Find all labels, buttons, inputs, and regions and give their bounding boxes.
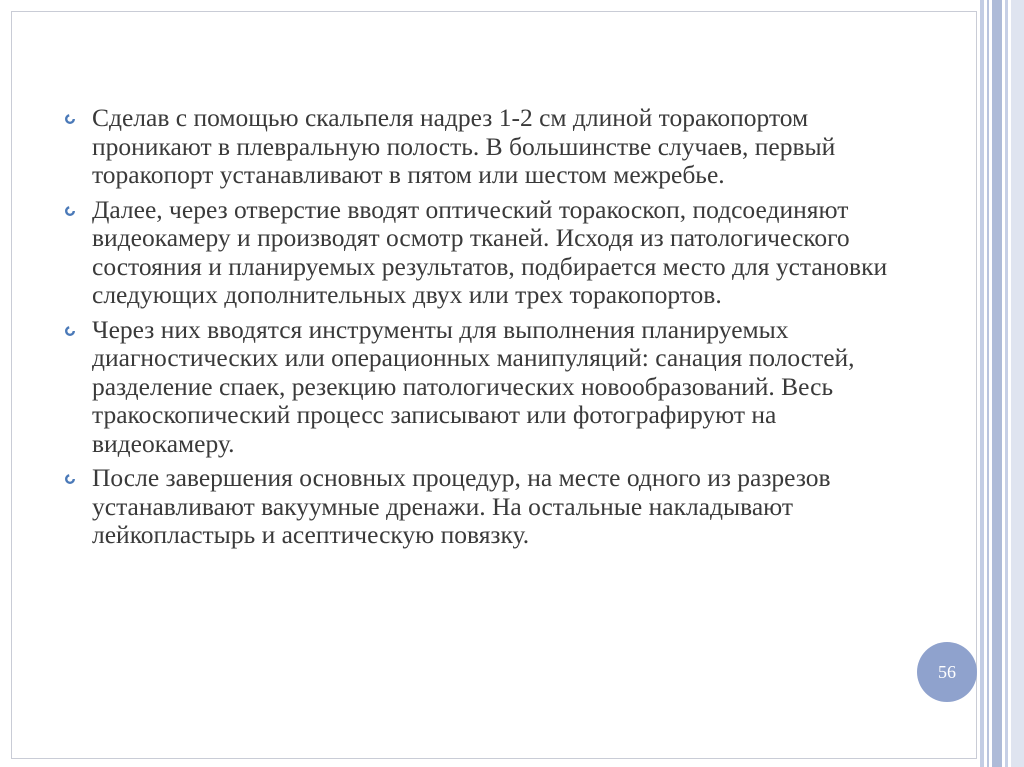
ring-bullet-icon xyxy=(64,325,76,337)
decorative-side-stripes xyxy=(980,0,1024,767)
bullet-item xyxy=(64,104,894,190)
page-number-badge xyxy=(917,642,977,702)
bullet-item xyxy=(64,464,894,550)
stripe xyxy=(1005,0,1008,767)
bullet-item xyxy=(64,316,894,459)
ring-bullet-icon xyxy=(64,205,76,217)
stripe xyxy=(980,0,984,767)
ring-bullet-icon xyxy=(64,473,76,485)
page-number: 56 xyxy=(938,661,956,682)
stripe xyxy=(992,0,1002,767)
ring-bullet-icon xyxy=(64,113,76,125)
bullet-text: Через них вводятся инструменты для выполнения планируемых диагностических или операционных манипуляций: санация полостей, разделение спаек, резекцию патологических новообразований. Весь тракоскопический процесс записывают или фотографируют на видеокамеру. xyxy=(92,314,855,458)
slide-content xyxy=(64,104,894,556)
stripe xyxy=(987,0,989,767)
bullet-text: Далее, через отверстие вводят оптический торакоскоп, подсоединяют видеокамеру и производят осмотр тканей. Исходя из патологического состояния и планируемых результатов, подбирается место для установки следующих дополнительных двух или трех торакопортов. xyxy=(92,194,888,309)
bullet-item xyxy=(64,196,894,310)
bullet-text: Сделав с помощью скальпеля надрез 1-2 см длиной торакопортом проникают в плевральную полость. В большинстве случаев, первый торакопорт устанавливают в пятом или шестом межребье. xyxy=(92,103,836,189)
stripe xyxy=(1011,0,1024,767)
bullet-list xyxy=(64,104,894,550)
bullet-text: После завершения основных процедур, на месте одного из разрезов устанавливают вакуумные дренажи. На остальные накладывают лейкопластырь и асептическую повязку. xyxy=(92,463,831,549)
